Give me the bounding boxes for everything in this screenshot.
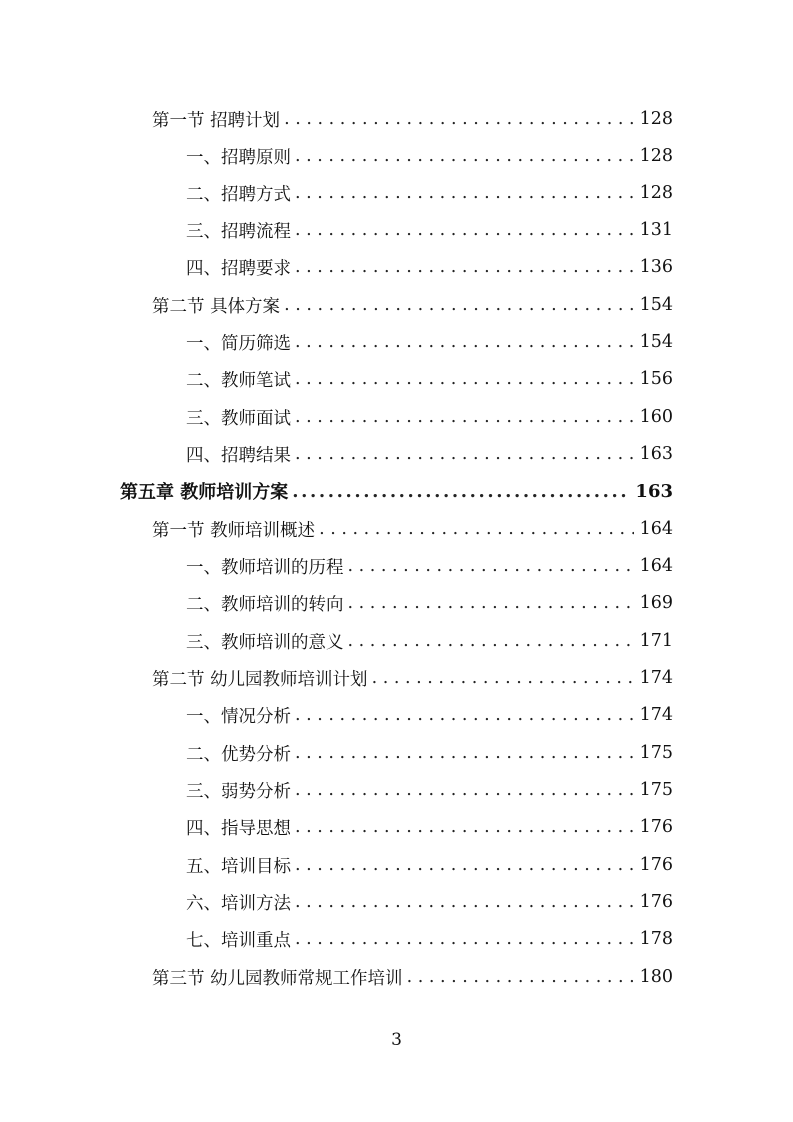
toc-entry-title: 第二节 具体方案	[152, 296, 281, 317]
toc-leader-dots	[295, 855, 634, 875]
toc-leader-dots	[372, 668, 634, 688]
toc-entry[interactable]	[186, 141, 673, 171]
toc-leader-dots	[295, 705, 634, 725]
toc-leader-dots	[348, 631, 634, 651]
toc-leader-dots	[348, 556, 634, 576]
toc-entry[interactable]	[186, 215, 673, 245]
toc-entry[interactable]	[152, 104, 673, 134]
toc-leader-dots	[295, 257, 634, 277]
toc-leader-dots	[295, 146, 634, 166]
toc-leader-dots	[319, 519, 634, 539]
toc-entry-title: 六、培训方法	[186, 893, 291, 914]
toc-leader-dots	[295, 743, 634, 763]
toc-entry[interactable]	[186, 700, 673, 730]
toc-entry-title: 二、教师笔试	[186, 370, 291, 391]
toc-entry-page: 174	[639, 705, 673, 725]
toc-entry[interactable]	[186, 812, 673, 842]
toc-entry-page: 136	[639, 257, 673, 277]
toc-entry-page: 131	[639, 220, 673, 240]
toc-entry[interactable]	[186, 775, 673, 805]
toc-entry-page: 178	[639, 929, 673, 949]
toc-entry-page: 164	[639, 519, 673, 539]
toc-leader-dots	[295, 444, 634, 464]
toc-entry[interactable]	[186, 626, 673, 656]
toc-entry-page: 164	[639, 556, 673, 576]
toc-entry[interactable]	[186, 364, 673, 394]
toc-entry-title: 三、招聘流程	[186, 221, 291, 242]
toc-entry-page: 163	[639, 444, 673, 464]
toc-entry-title: 七、培训重点	[186, 930, 291, 951]
toc-leader-dots	[284, 109, 634, 129]
toc-entry-page: 176	[639, 855, 673, 875]
toc-entry-title: 第一节 教师培训概述	[152, 520, 316, 541]
toc-entry-page: 175	[639, 743, 673, 763]
toc-entry-title: 第五章 教师培训方案	[120, 482, 289, 503]
toc-entry[interactable]	[186, 402, 673, 432]
toc-entry-page: 154	[639, 332, 673, 352]
toc-entry[interactable]	[186, 551, 673, 581]
toc-entry[interactable]	[186, 439, 673, 469]
toc-entry-title: 四、招聘要求	[186, 258, 291, 279]
toc-entry[interactable]	[152, 290, 673, 320]
toc-entry[interactable]	[186, 252, 673, 282]
toc-entry[interactable]	[152, 663, 673, 693]
toc-leader-dots	[284, 295, 634, 315]
toc-entry[interactable]	[186, 588, 673, 618]
toc-entry-page: 176	[639, 817, 673, 837]
toc-leader-dots	[295, 332, 634, 352]
toc-entry[interactable]	[152, 962, 673, 992]
toc-leader-dots	[295, 780, 634, 800]
toc-chapter-entry[interactable]	[120, 476, 673, 506]
toc-leader-dots	[295, 817, 634, 837]
toc-leader-dots	[295, 369, 634, 389]
toc-entry-title: 四、招聘结果	[186, 445, 291, 466]
toc-entry-page: 176	[639, 892, 673, 912]
toc-entry[interactable]	[186, 924, 673, 954]
toc-leader-dots	[348, 593, 634, 613]
toc-entry-title: 二、教师培训的转向	[186, 594, 344, 615]
toc-entry-title: 一、情况分析	[186, 706, 291, 727]
toc-leader-dots	[295, 929, 634, 949]
toc-entry-title: 三、教师面试	[186, 408, 291, 429]
toc-entry-title: 二、优势分析	[186, 744, 291, 765]
toc-entry-title: 第三节 幼儿园教师常规工作培训	[152, 968, 403, 989]
toc-entry[interactable]	[186, 887, 673, 917]
toc-entry-page: 128	[639, 146, 673, 166]
toc-entry-page: 156	[639, 369, 673, 389]
toc-entry-page: 175	[639, 780, 673, 800]
toc-entry-page: 128	[639, 109, 673, 129]
toc-entry-title: 一、简历筛选	[186, 333, 291, 354]
toc-entry-page: 171	[639, 631, 673, 651]
toc-entry-title: 五、培训目标	[186, 856, 291, 877]
toc-entry-title: 第一节 招聘计划	[152, 110, 281, 131]
toc-entry[interactable]	[152, 514, 673, 544]
toc-leader-dots	[295, 183, 634, 203]
toc-entry-title: 四、指导思想	[186, 818, 291, 839]
toc-entry-title: 一、教师培训的历程	[186, 557, 344, 578]
toc-entry-title: 一、招聘原则	[186, 147, 291, 168]
toc-entry-page: 154	[639, 295, 673, 315]
page-number: 3	[391, 1030, 402, 1050]
toc-entry-page: 180	[639, 967, 673, 987]
toc-entry-title: 第二节 幼儿园教师培训计划	[152, 669, 368, 690]
toc-leader-dots	[407, 967, 634, 987]
toc-leader-dots	[292, 481, 629, 502]
toc-entry[interactable]	[186, 850, 673, 880]
toc-leader-dots	[295, 407, 634, 427]
toc-entry-page: 160	[639, 407, 673, 427]
toc-entry-page: 128	[639, 183, 673, 203]
toc-leader-dots	[295, 892, 634, 912]
toc-entry[interactable]	[186, 178, 673, 208]
toc-leader-dots	[295, 220, 634, 240]
toc-entry-page: 163	[635, 480, 673, 502]
toc-entry-title: 二、招聘方式	[186, 184, 291, 205]
toc-entry-title: 三、弱势分析	[186, 781, 291, 802]
toc-entry-page: 169	[639, 593, 673, 613]
toc-entry-page: 174	[639, 668, 673, 688]
toc-entry[interactable]	[186, 327, 673, 357]
toc-entry[interactable]	[186, 738, 673, 768]
toc-entry-title: 三、教师培训的意义	[186, 632, 344, 653]
